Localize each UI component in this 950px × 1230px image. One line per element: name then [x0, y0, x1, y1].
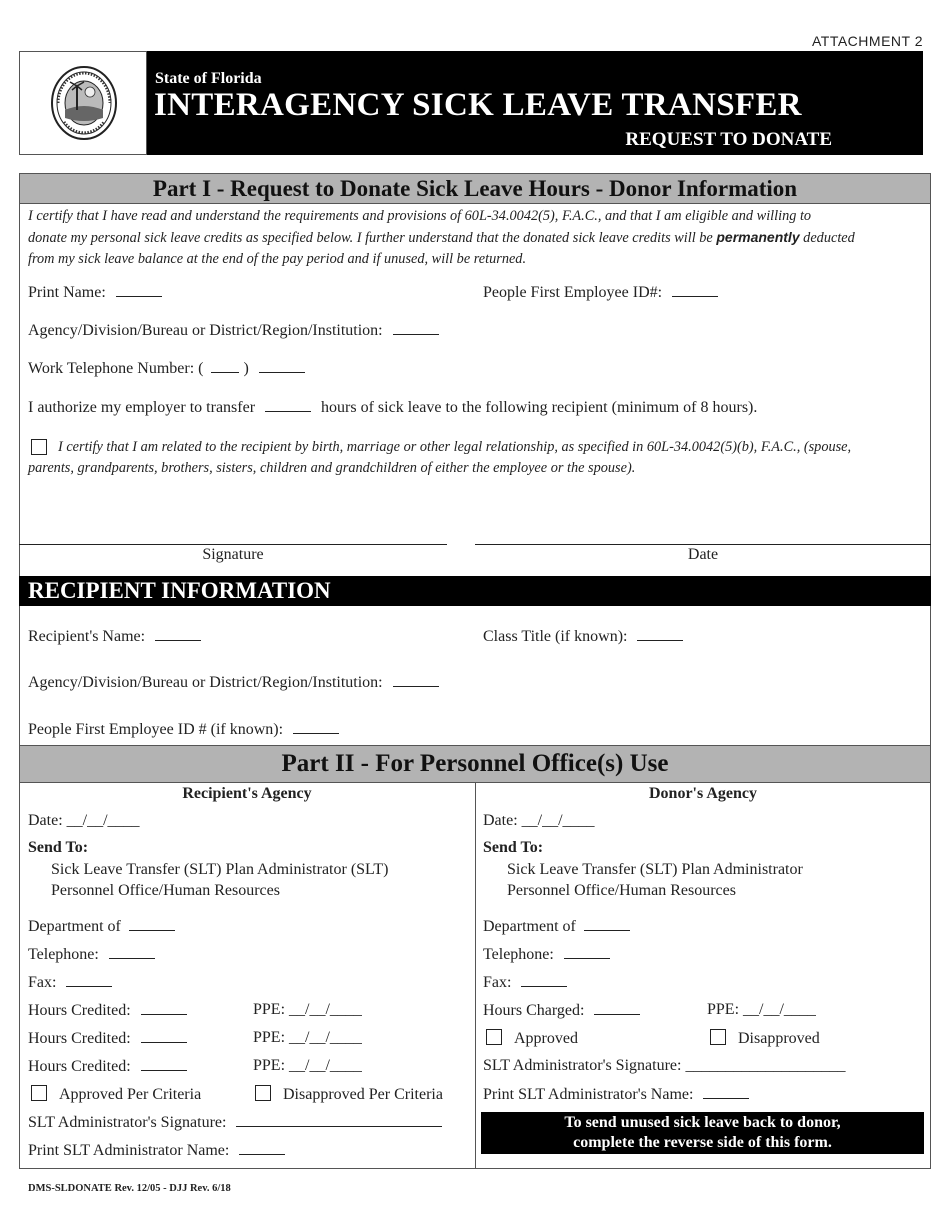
hours-credited-input[interactable]: [141, 1001, 187, 1015]
class-title-label: Class Title (if known):: [483, 628, 628, 645]
right-department-label: Department of: [483, 918, 576, 935]
authorize-line: [28, 398, 757, 417]
left-telephone-input[interactable]: [109, 945, 155, 959]
recipient-id-field[interactable]: [28, 720, 339, 739]
right-print-slt-field[interactable]: [483, 1085, 749, 1104]
ppe-field-1[interactable]: PPE: __/__/____: [253, 1001, 362, 1018]
left-slt-signature-input[interactable]: [236, 1113, 442, 1127]
hours-credited-row-1[interactable]: [28, 1001, 187, 1020]
left-slt-signature-label: SLT Administrator's Signature:: [28, 1114, 227, 1131]
right-disapproved-checkbox[interactable]: [710, 1029, 726, 1045]
hours-credited-input[interactable]: [141, 1057, 187, 1071]
left-send-to: Send To:: [28, 839, 89, 856]
recipient-name-field[interactable]: [28, 627, 201, 646]
right-fax-input[interactable]: [521, 973, 567, 987]
left-slt-signature-field[interactable]: [28, 1113, 442, 1132]
right-department-field[interactable]: [483, 917, 630, 936]
part1-certification: I certify that I have read and understand the requirements and provisions of 60L-34.0042(5), F.A.C., and that I am eligible and willing to donate my personal sick leave credits as specified below. I further understand that the donated sick leave credits will be permanently deducted from my sick leave balance at the end of the pay period and if unused, will be returned.: [28, 208, 855, 267]
right-disapproved-label: Disapproved: [738, 1030, 820, 1047]
left-print-slt-input[interactable]: [239, 1141, 285, 1155]
recipient-id-input[interactable]: [293, 720, 339, 734]
right-approved-label: Approved: [514, 1030, 578, 1047]
right-date-field[interactable]: Date: __/__/____: [483, 812, 595, 829]
right-disapproved[interactable]: [710, 1029, 820, 1048]
class-title-field[interactable]: [483, 627, 683, 646]
right-send-line2: Personnel Office/Human Resources: [507, 882, 736, 899]
print-name-field[interactable]: [28, 283, 162, 302]
date-line[interactable]: [475, 544, 931, 545]
recipient-agency-label: Agency/Division/Bureau or District/Region/Institution:: [28, 674, 383, 691]
hours-charged-input[interactable]: [594, 1001, 640, 1015]
recipient-name-label: Recipient's Name:: [28, 628, 146, 645]
class-title-input[interactable]: [637, 627, 683, 641]
left-telephone-field[interactable]: [28, 945, 155, 964]
people-first-id-field[interactable]: [483, 283, 718, 302]
left-send-line2: Personnel Office/Human Resources: [51, 882, 280, 899]
signature-line[interactable]: [19, 544, 447, 545]
donor-agency-heading: Donor's Agency: [649, 785, 757, 802]
right-telephone-label: Telephone:: [483, 946, 554, 963]
state-label: State of Florida: [155, 70, 262, 87]
return-notice-line1: To send unused sick leave back to donor,: [564, 1114, 841, 1131]
area-code-input[interactable]: [211, 359, 239, 373]
right-send-to: Send To:: [483, 839, 544, 856]
recipient-agency-field[interactable]: [28, 673, 439, 692]
hours-credited-label: Hours Credited:: [28, 1030, 131, 1047]
right-print-slt-label: Print SLT Administrator's Name:: [483, 1086, 694, 1103]
florida-seal-icon: [50, 62, 118, 144]
hours-charged-label: Hours Charged:: [483, 1002, 585, 1019]
authorize-text-b: hours of sick leave to the following recipient (minimum of 8 hours).: [321, 399, 758, 416]
right-ppe-field[interactable]: PPE: __/__/____: [707, 1001, 816, 1018]
left-fax-field[interactable]: [28, 973, 112, 992]
ppe-field-3[interactable]: PPE: __/__/____: [253, 1057, 362, 1074]
seal-box: [19, 51, 147, 155]
donor-agency-input[interactable]: [393, 321, 439, 335]
recipient-id-label: People First Employee ID # (if known):: [28, 721, 284, 738]
authorize-text-a: I authorize my employer to transfer: [28, 399, 256, 416]
recipient-header: RECIPIENT INFORMATION: [19, 576, 931, 606]
related-certification: I certify that I am related to the recipient by birth, marriage or other legal relationship, as specified in 60L-34.0042(5)(b), F.A.C., (spouse, parents, grandparents, brothers, sisters, children and grandchildren of either the employee or the spouse).: [28, 439, 852, 476]
left-department-label: Department of: [28, 918, 121, 935]
date-label: Date: [687, 546, 719, 563]
left-fax-input[interactable]: [66, 973, 112, 987]
right-fax-field[interactable]: [483, 973, 567, 992]
work-phone-close: ): [243, 360, 249, 377]
disapproved-per-criteria[interactable]: [255, 1085, 443, 1104]
work-phone-field[interactable]: [28, 359, 305, 378]
left-fax-label: Fax:: [28, 974, 57, 991]
hours-credited-label: Hours Credited:: [28, 1058, 131, 1075]
right-department-input[interactable]: [584, 917, 630, 931]
approved-per-criteria-label: Approved Per Criteria: [59, 1086, 202, 1103]
hours-credited-row-3[interactable]: [28, 1057, 187, 1076]
right-slt-signature-field[interactable]: SLT Administrator's Signature: ____________________: [483, 1057, 846, 1074]
left-send-line1: Sick Leave Transfer (SLT) Plan Administrator (SLT): [51, 861, 389, 878]
people-first-id-label: People First Employee ID#:: [483, 284, 663, 301]
return-notice: [481, 1112, 924, 1154]
ppe-field-2[interactable]: PPE: __/__/____: [253, 1029, 362, 1046]
approved-per-criteria[interactable]: [31, 1085, 201, 1104]
header-title-box: [147, 51, 923, 155]
recipient-agency-heading: Recipient's Agency: [182, 785, 312, 802]
form-revision-footer: DMS-SLDONATE Rev. 12/05 - DJJ Rev. 6/18: [28, 1183, 231, 1194]
hours-credited-row-2[interactable]: [28, 1029, 187, 1048]
donor-agency-label: Agency/Division/Bureau or District/Region/Institution:: [28, 322, 383, 339]
recipient-name-input[interactable]: [155, 627, 201, 641]
disapproved-per-criteria-label: Disapproved Per Criteria: [283, 1086, 443, 1103]
right-approved[interactable]: [486, 1029, 578, 1048]
part2-header: Part II - For Personnel Office(s) Use: [19, 745, 931, 783]
right-approved-checkbox[interactable]: [486, 1029, 502, 1045]
part1-header: Part I - Request to Donate Sick Leave Hours - Donor Information: [19, 173, 931, 204]
approved-per-criteria-checkbox[interactable]: [31, 1085, 47, 1101]
right-print-slt-input[interactable]: [703, 1085, 749, 1099]
right-send-line1: Sick Leave Transfer (SLT) Plan Administrator: [507, 861, 803, 878]
left-department-input[interactable]: [129, 917, 175, 931]
attachment-label: ATTACHMENT 2: [811, 33, 923, 49]
print-name-label: Print Name:: [28, 284, 106, 301]
disapproved-per-criteria-checkbox[interactable]: [255, 1085, 271, 1101]
hours-credited-input[interactable]: [141, 1029, 187, 1043]
hours-credited-label: Hours Credited:: [28, 1002, 131, 1019]
left-telephone-label: Telephone:: [28, 946, 99, 963]
work-phone-label: Work Telephone Number: (: [28, 360, 204, 377]
left-print-slt-field[interactable]: [28, 1141, 285, 1160]
recipient-agency-input[interactable]: [393, 673, 439, 687]
print-name-input[interactable]: [116, 283, 162, 297]
form-subtitle: REQUEST TO DONATE: [625, 129, 832, 150]
work-phone-input[interactable]: [259, 359, 305, 373]
left-date-field[interactable]: Date: __/__/____: [28, 812, 140, 829]
donate-hours-input[interactable]: [265, 398, 311, 412]
signature-label: Signature: [202, 546, 264, 563]
people-first-id-input[interactable]: [672, 283, 718, 297]
right-telephone-field[interactable]: [483, 945, 610, 964]
right-telephone-input[interactable]: [564, 945, 610, 959]
left-print-slt-label: Print SLT Administrator Name:: [28, 1142, 230, 1159]
column-divider: [475, 783, 476, 1169]
form-title: INTERAGENCY SICK LEAVE TRANSFER: [154, 87, 802, 123]
hours-charged-field[interactable]: [483, 1001, 640, 1020]
right-fax-label: Fax:: [483, 974, 512, 991]
return-notice-line2: complete the reverse side of this form.: [573, 1134, 832, 1151]
donor-agency-field[interactable]: [28, 321, 439, 340]
left-department-field[interactable]: [28, 917, 175, 936]
